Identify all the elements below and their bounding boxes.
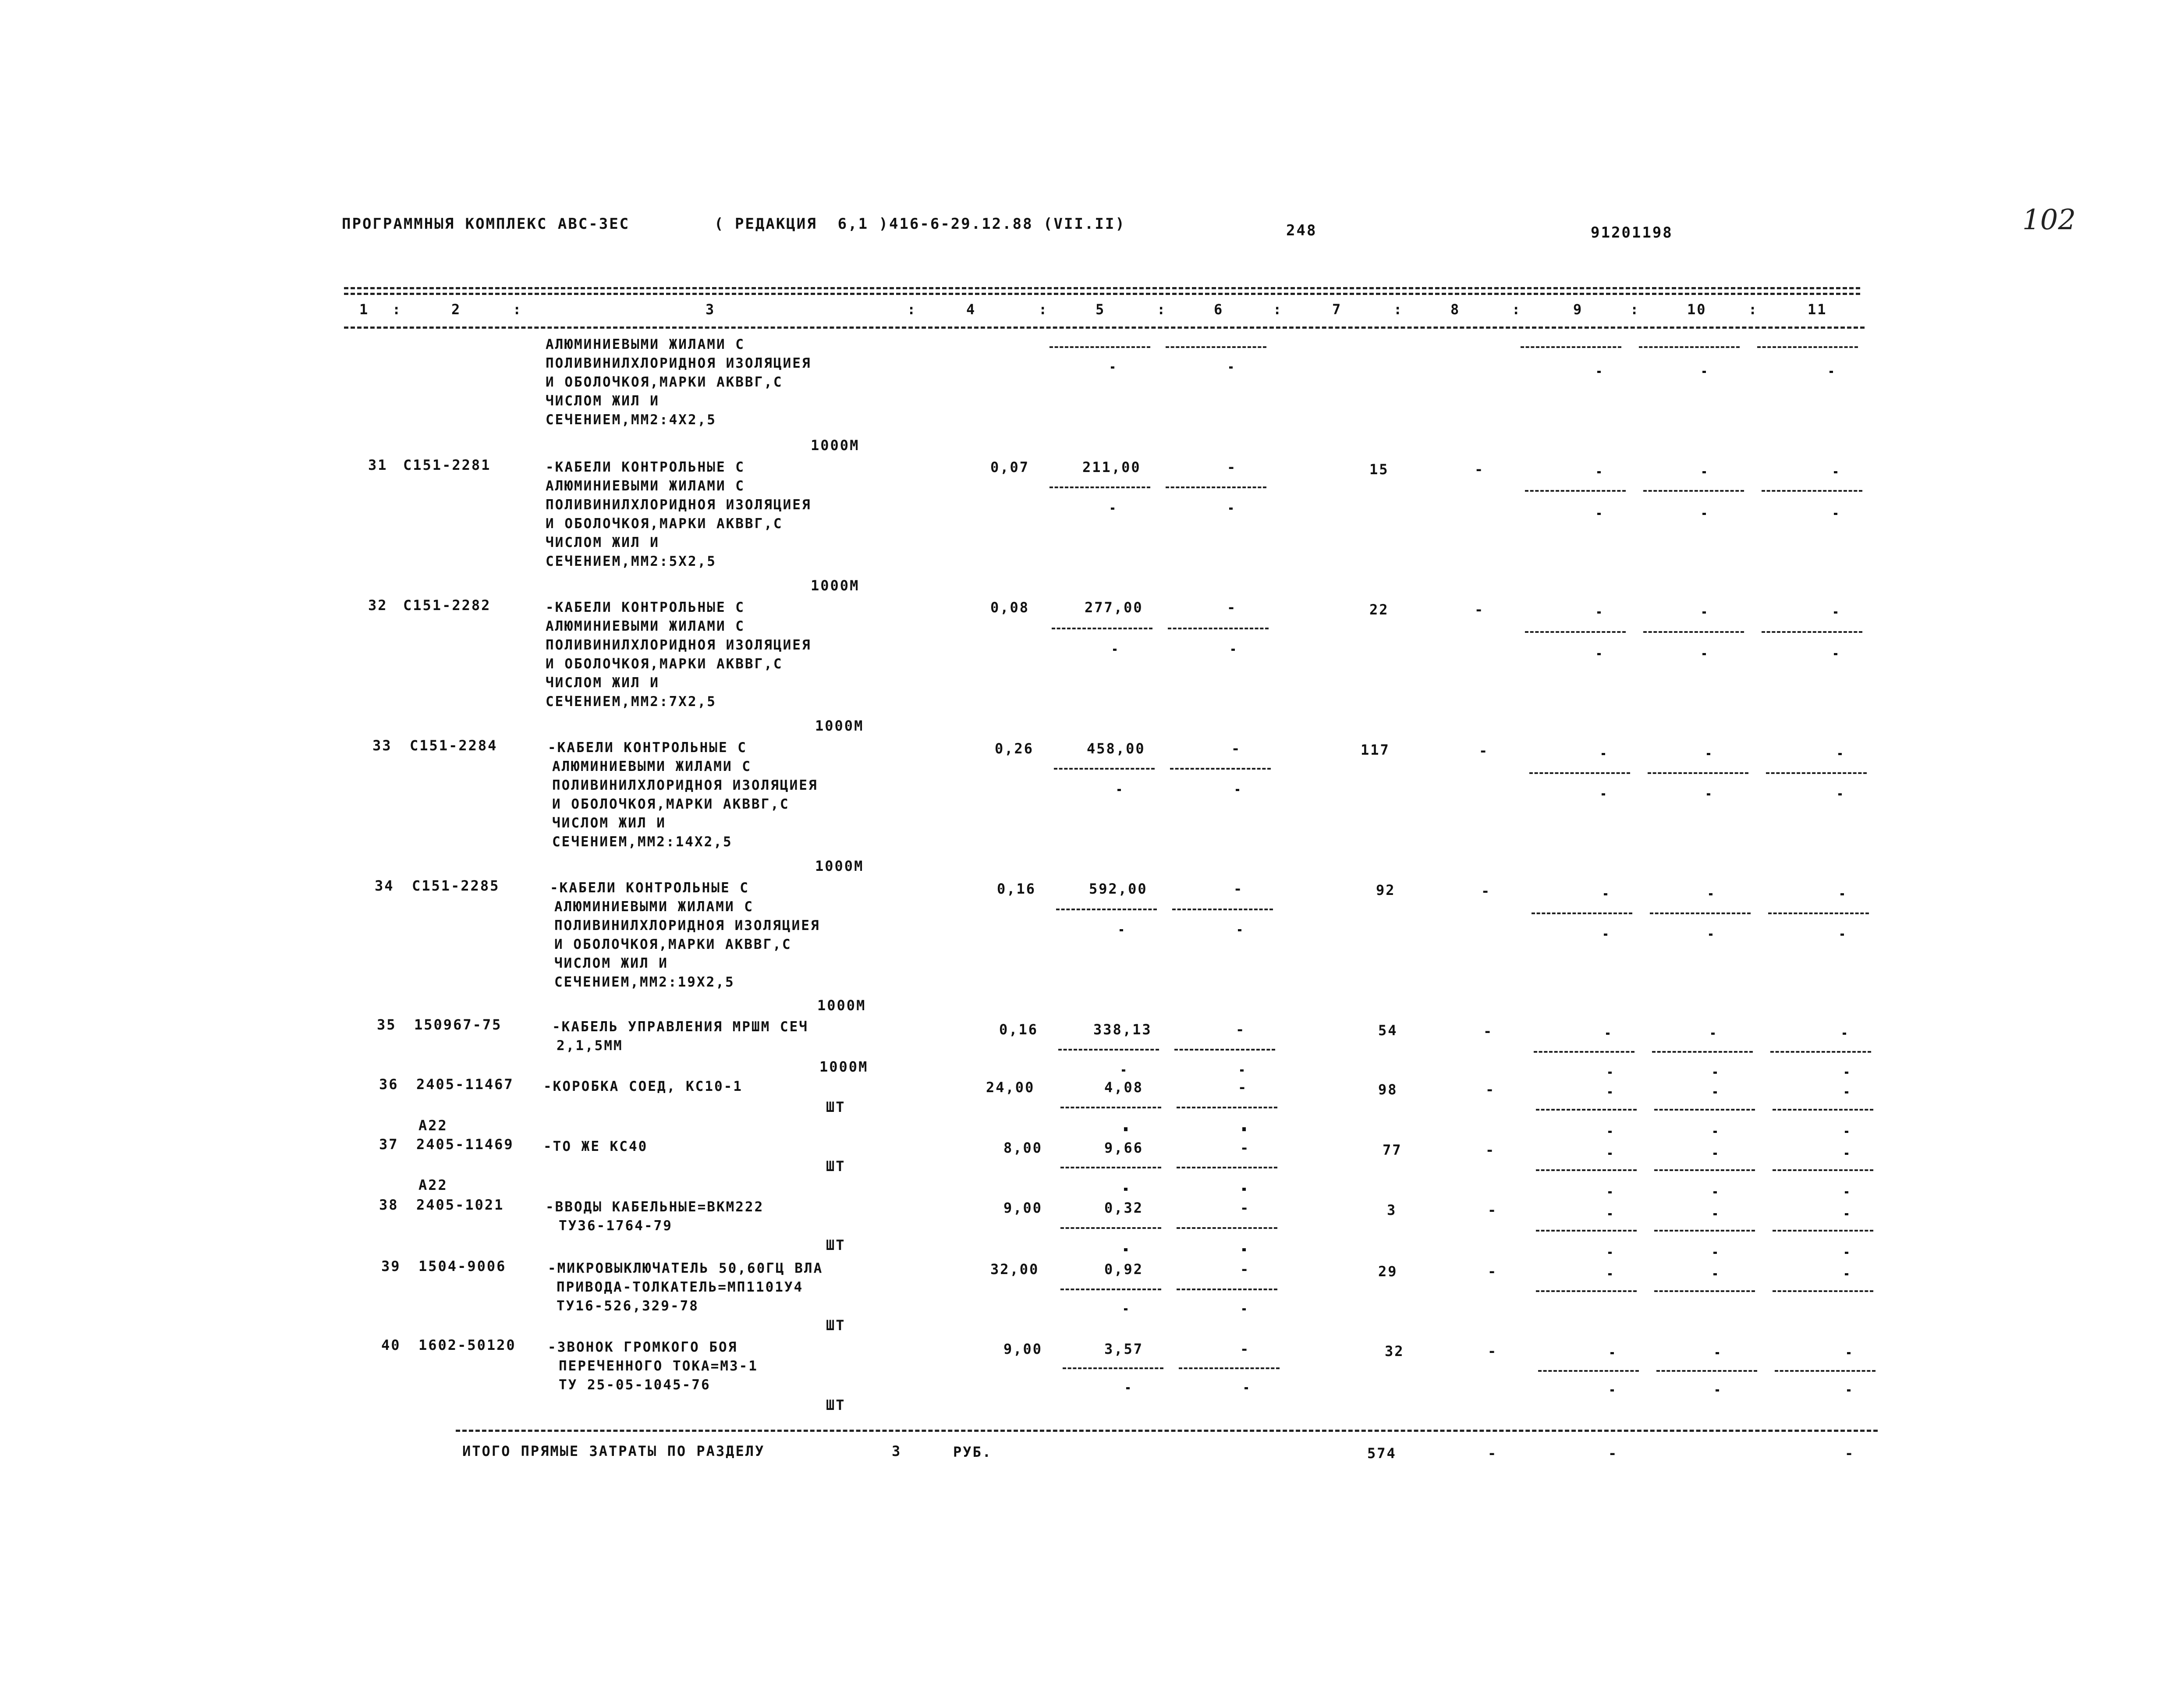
row-unit: ШТ <box>826 1317 846 1334</box>
row-price: 592,00 <box>1089 880 1148 897</box>
rule <box>1654 1230 1755 1232</box>
row-col6: - <box>1240 1341 1250 1357</box>
dash-mark <box>1840 893 1844 895</box>
row-desc: -ТО ЖЕ КС40 <box>543 1139 648 1154</box>
rule <box>1757 346 1858 348</box>
dash-mark <box>1120 929 1123 931</box>
table-header-bottom-rule <box>344 327 1865 329</box>
rule <box>1773 1290 1873 1292</box>
dash-mark <box>1709 934 1712 936</box>
dash-mark <box>1707 753 1710 755</box>
row-col8: - <box>1481 883 1491 899</box>
dash-mark <box>1608 1091 1612 1093</box>
rule <box>1529 772 1630 774</box>
col-separator: : <box>1273 301 1283 318</box>
dash-mark <box>1229 508 1233 510</box>
row-desc: -КАБЕЛИ КОНТРОЛЬНЫЕ С <box>546 600 745 615</box>
row-desc: -ВВОДЫ КАБЕЛЬНЫЕ=ВКМ222 <box>546 1199 764 1215</box>
dash-mark <box>1610 1389 1614 1392</box>
rule <box>1534 1051 1634 1053</box>
rule <box>1770 1051 1871 1053</box>
row-desc: И ОБОЛОЧКОЯ,МАРКИ АКВВГ,С <box>546 656 783 672</box>
dash-mark <box>1124 1189 1127 1191</box>
col-header-4: 4 <box>966 301 976 318</box>
row-col6: - <box>1231 740 1241 757</box>
dash-mark <box>1124 1308 1127 1310</box>
col-separator: : <box>1748 301 1759 318</box>
row-col6: - <box>1240 1140 1250 1156</box>
table-bottom-rule <box>456 1430 1878 1432</box>
rule <box>1639 346 1740 348</box>
row-col6: - <box>1240 1200 1250 1216</box>
dash-mark <box>1829 371 1833 373</box>
rule <box>1766 772 1867 774</box>
col-header-2: 2 <box>451 301 461 318</box>
rule <box>1656 1370 1757 1372</box>
row-unit: ШТ <box>826 1099 846 1115</box>
row-unit: 1000М <box>811 577 860 594</box>
dash-mark <box>1845 1091 1848 1093</box>
rule <box>1058 1049 1159 1051</box>
rule <box>1654 1169 1755 1171</box>
row-total: 32 <box>1385 1343 1404 1360</box>
document-code: 91201198 <box>1591 224 1673 241</box>
row-qty: 0,08 <box>990 599 1030 616</box>
dash-mark <box>1713 1252 1717 1254</box>
row-qty: 0,07 <box>990 459 1030 476</box>
row-unit: ШТ <box>826 1237 846 1253</box>
row-qty: 8,00 <box>1003 1140 1043 1156</box>
rule <box>1648 772 1748 774</box>
dash-mark <box>1604 934 1607 936</box>
dash-mark <box>1113 649 1117 651</box>
dash-mark <box>1713 1213 1717 1215</box>
dash-mark <box>1242 1308 1246 1310</box>
rule <box>1521 346 1621 348</box>
row-total: 15 <box>1369 461 1389 478</box>
dash-mark <box>1713 1273 1717 1275</box>
row-col8: - <box>1483 1023 1493 1040</box>
row-number: 36 <box>379 1076 399 1093</box>
dash-mark <box>1702 611 1706 614</box>
row-col8: - <box>1475 601 1485 618</box>
rule <box>1525 490 1626 492</box>
row-total: 117 <box>1361 742 1390 758</box>
dash-mark <box>1843 1033 1846 1035</box>
row-desc: АЛЮМИНИЕВЫМИ ЖИЛАМИ С <box>546 618 745 634</box>
dash-mark <box>1834 471 1837 473</box>
dash-mark <box>1608 1072 1612 1074</box>
dash-mark <box>1847 1389 1851 1392</box>
table-top-rule-2 <box>344 293 1860 295</box>
rule <box>1773 1230 1873 1232</box>
summary-col9: - <box>1608 1445 1618 1462</box>
row-total: 29 <box>1378 1263 1398 1280</box>
row-number: 32 <box>368 597 388 614</box>
row-price: 0,92 <box>1104 1261 1144 1278</box>
row-desc: ПРИВОДА-ТОЛКАТЕЛЬ=МП1101У4 <box>557 1279 804 1295</box>
dash-mark <box>1240 1069 1244 1072</box>
row-desc: СЕЧЕНИЕМ,ММ2:14Х2,5 <box>552 834 733 850</box>
row-col6: - <box>1240 1261 1250 1278</box>
dash-mark <box>1709 893 1712 895</box>
row-code: 1504-9006 <box>418 1258 507 1274</box>
summary-total: 574 <box>1367 1445 1397 1462</box>
dash-mark <box>1602 793 1605 795</box>
rule <box>1060 1227 1161 1229</box>
row-desc: АЛЮМИНИЕВЫМИ ЖИЛАМИ С <box>552 759 752 774</box>
carry-line: И ОБОЛОЧКОЯ,МАРКИ АКВВГ,С <box>546 374 783 390</box>
rule <box>1166 486 1266 488</box>
row-number: 33 <box>372 737 392 754</box>
dash-mark <box>1702 371 1706 373</box>
row-col6: - <box>1238 1079 1248 1096</box>
dash-mark <box>1834 653 1837 655</box>
dash-mark <box>1845 1153 1848 1155</box>
dash-mark <box>1608 1252 1612 1254</box>
row-desc: ЧИСЛОМ ЖИЛ И <box>546 535 659 550</box>
dash-mark <box>1608 1273 1612 1275</box>
carry-line: СЕЧЕНИЕМ,ММ2:4Х2,5 <box>546 412 716 428</box>
dash-mark <box>1834 513 1837 515</box>
rule <box>1049 486 1150 488</box>
col-separator: : <box>513 301 523 318</box>
row-unit: 1000М <box>815 858 864 874</box>
rule <box>1643 490 1744 492</box>
rule <box>1643 631 1744 633</box>
dash-mark <box>1702 653 1706 655</box>
dash-mark <box>1124 1249 1127 1251</box>
row-price: 3,57 <box>1104 1341 1144 1357</box>
dash-mark <box>1117 789 1121 791</box>
col-header-3: 3 <box>706 301 716 318</box>
row-price: 4,08 <box>1104 1079 1144 1096</box>
dash-mark <box>1124 1129 1127 1131</box>
edition-info: ( РЕДАКЦИЯ 6,1 )416-6-29.12.88 (VII.II) <box>714 215 1126 233</box>
row-col6: - <box>1234 880 1244 897</box>
row-unit: 1000М <box>815 717 864 734</box>
row-desc: ТУ 25-05-1045-76 <box>559 1377 711 1393</box>
dash-mark <box>1242 1189 1246 1191</box>
dash-mark <box>1838 753 1842 755</box>
rule <box>1060 1107 1161 1108</box>
dash-mark <box>1231 649 1235 651</box>
row-price: 338,13 <box>1093 1021 1152 1038</box>
page-number: 248 <box>1286 222 1317 239</box>
dash-mark <box>1840 934 1844 936</box>
row-qty: 0,16 <box>997 880 1036 897</box>
rule <box>1054 768 1155 770</box>
col-header-9: 9 <box>1573 301 1583 318</box>
dash-mark <box>1702 513 1706 515</box>
row-qty: 9,00 <box>1003 1200 1043 1216</box>
summary-label: ИТОГО ПРЯМЫЕ ЗАТРАТЫ ПО РАЗДЕЛУ <box>462 1443 765 1459</box>
row-desc: ТУ36-1764-79 <box>559 1218 673 1234</box>
dash-mark <box>1597 471 1601 473</box>
dash-mark <box>1834 611 1837 614</box>
dash-mark <box>1608 1213 1612 1215</box>
dash-mark <box>1845 1131 1848 1133</box>
row-desc: ЧИСЛОМ ЖИЛ И <box>546 675 659 691</box>
summary-col11: - <box>1845 1445 1855 1462</box>
dash-mark <box>1716 1389 1719 1392</box>
row-desc: ПОЛИВИНИЛХЛОРИДНОЯ ИЗОЛЯЦИЕЯ <box>554 918 820 934</box>
row-col8: - <box>1488 1343 1498 1360</box>
rule <box>1536 1290 1637 1292</box>
dash-mark <box>1597 611 1601 614</box>
dash-mark <box>1845 1191 1848 1193</box>
dash-mark <box>1702 471 1706 473</box>
row-col8: - <box>1486 1142 1496 1158</box>
dash-mark <box>1707 793 1710 795</box>
handwritten-sheet-number: 102 <box>2022 204 2076 236</box>
row-desc: ПОЛИВИНИЛХЛОРИДНОЯ ИЗОЛЯЦИЕЯ <box>552 777 818 793</box>
rule <box>1654 1290 1755 1292</box>
dash-mark <box>1711 1033 1715 1035</box>
row-number: 39 <box>381 1258 401 1274</box>
col-header-8: 8 <box>1450 301 1461 318</box>
row-total: 98 <box>1378 1081 1398 1098</box>
rule <box>1168 628 1269 629</box>
rule <box>1170 768 1271 770</box>
dash-mark <box>1847 1352 1851 1354</box>
carry-line: ЧИСЛОМ ЖИЛ И <box>546 393 659 409</box>
table-top-rule <box>344 287 1860 289</box>
rule <box>1775 1370 1876 1372</box>
col-separator: : <box>1630 301 1640 318</box>
rule <box>1056 909 1157 910</box>
rule <box>1177 1227 1277 1229</box>
row-desc: АЛЮМИНИЕВЫМИ ЖИЛАМИ С <box>546 478 745 494</box>
row-number: 37 <box>379 1136 399 1153</box>
row-prefix: А22 <box>418 1177 448 1193</box>
row-unit: ШТ <box>826 1158 846 1175</box>
row-col8: - <box>1479 742 1489 759</box>
dash-mark <box>1242 1249 1246 1251</box>
row-qty: 0,16 <box>999 1021 1039 1038</box>
row-desc: СЕЧЕНИЕМ,ММ2:5Х2,5 <box>546 554 716 569</box>
row-unit: 1000М <box>817 997 866 1014</box>
rule <box>1762 631 1862 633</box>
row-col8: - <box>1488 1202 1498 1218</box>
row-total: 3 <box>1387 1202 1397 1218</box>
carry-line: АЛЮМИНИЕВЫМИ ЖИЛАМИ С <box>546 337 745 352</box>
dash-mark <box>1713 1191 1717 1193</box>
rule <box>1538 1370 1639 1372</box>
dash-mark <box>1604 893 1607 895</box>
rule <box>1650 912 1751 914</box>
rule <box>1768 912 1869 914</box>
dash-mark <box>1713 1072 1717 1074</box>
row-code: 150967-75 <box>414 1016 502 1033</box>
dash-mark <box>1608 1131 1612 1133</box>
row-desc: ЧИСЛОМ ЖИЛ И <box>554 955 668 971</box>
row-desc: ПОЛИВИНИЛХЛОРИДНОЯ ИЗОЛЯЦИЕЯ <box>546 497 812 513</box>
row-desc: -ЗВОНОК ГРОМКОГО БОЯ <box>548 1339 738 1355</box>
row-desc: 2,1,5ММ <box>557 1038 623 1054</box>
dash-mark <box>1610 1352 1614 1354</box>
row-number: 31 <box>368 457 388 473</box>
dash-mark <box>1845 1213 1848 1215</box>
rule <box>1177 1167 1277 1168</box>
col-separator: : <box>1157 301 1167 318</box>
row-price: 458,00 <box>1087 740 1145 757</box>
row-unit: 1000М <box>819 1058 869 1075</box>
col-header-10: 10 <box>1687 301 1707 318</box>
row-desc: ЧИСЛОМ ЖИЛ И <box>552 815 666 831</box>
row-number: 38 <box>379 1196 399 1213</box>
summary-currency: РУБ. <box>953 1444 993 1460</box>
row-desc: И ОБОЛОЧКОЯ,МАРКИ АКВВГ,С <box>546 516 783 532</box>
row-price: 9,66 <box>1104 1140 1144 1156</box>
summary-col8: - <box>1488 1445 1498 1462</box>
row-code: С151-2282 <box>403 597 491 614</box>
col-header-11: 11 <box>1808 301 1827 318</box>
row-col8: - <box>1486 1081 1496 1098</box>
dash-mark <box>1606 1033 1610 1035</box>
dash-mark <box>1713 1091 1717 1093</box>
row-qty: 9,00 <box>1003 1341 1043 1357</box>
dash-mark <box>1713 1131 1717 1133</box>
row-code: С151-2284 <box>410 737 498 754</box>
dash-mark <box>1244 1387 1248 1389</box>
dash-mark <box>1845 1072 1848 1074</box>
dash-mark <box>1597 653 1601 655</box>
rule <box>1762 490 1862 492</box>
dash-mark <box>1229 366 1233 369</box>
col-separator: : <box>1512 301 1522 318</box>
row-code: 1602-50120 <box>418 1337 516 1353</box>
row-prefix: А22 <box>418 1117 448 1134</box>
col-separator: : <box>907 301 917 318</box>
row-number: 34 <box>375 877 394 894</box>
row-code: 2405-1021 <box>416 1196 504 1213</box>
dash-mark <box>1713 1153 1717 1155</box>
col-header-6: 6 <box>1214 301 1224 318</box>
dash-mark <box>1838 793 1842 795</box>
row-desc: И ОБОЛОЧКОЯ,МАРКИ АКВВГ,С <box>554 937 792 952</box>
rule <box>1063 1367 1163 1369</box>
row-qty: 32,00 <box>990 1261 1039 1278</box>
row-desc: -КАБЕЛИ КОНТРОЛЬНЫЕ С <box>546 459 745 475</box>
row-desc: И ОБОЛОЧКОЯ,МАРКИ АКВВГ,С <box>552 796 790 812</box>
row-code: 2405-11469 <box>416 1136 514 1153</box>
row-number: 35 <box>377 1016 397 1033</box>
row-col6: - <box>1227 459 1237 476</box>
row-desc: -КОРОБКА СОЕД, КС10-1 <box>543 1079 743 1094</box>
dash-mark <box>1242 1129 1246 1131</box>
dash-mark <box>1845 1252 1848 1254</box>
row-desc: ПОЛИВИНИЛХЛОРИДНОЯ ИЗОЛЯЦИЕЯ <box>546 637 812 653</box>
row-desc: -КАБЕЛЬ УПРАВЛЕНИЯ МРШМ СЕЧ <box>552 1019 808 1035</box>
rule <box>1654 1109 1755 1111</box>
dash-mark <box>1602 753 1605 755</box>
carry-line: ПОЛИВИНИЛХЛОРИДНОЯ ИЗОЛЯЦИЕЯ <box>546 355 812 371</box>
row-price: 277,00 <box>1085 599 1143 616</box>
dash-mark <box>1845 1273 1848 1275</box>
rule <box>1179 1367 1280 1369</box>
dash-mark <box>1236 789 1239 791</box>
rule <box>1177 1289 1277 1290</box>
row-desc: -КАБЕЛИ КОНТРОЛЬНЫЕ С <box>548 740 747 756</box>
row-unit: ШТ <box>826 1397 846 1413</box>
rule <box>1052 628 1152 629</box>
dash-mark <box>1111 366 1114 369</box>
row-code: С151-2281 <box>403 457 491 473</box>
row-desc: СЕЧЕНИЕМ,ММ2:19Х2,5 <box>554 974 735 990</box>
dash-mark <box>1608 1153 1612 1155</box>
col-header-7: 7 <box>1332 301 1342 318</box>
rule <box>1060 1289 1161 1290</box>
dash-mark <box>1597 513 1601 515</box>
row-total: 22 <box>1369 601 1389 618</box>
row-desc: -КАБЕЛИ КОНТРОЛЬНЫЕ С <box>550 880 749 896</box>
rule <box>1536 1109 1637 1111</box>
rule <box>1773 1169 1873 1171</box>
rule <box>1177 1107 1277 1108</box>
dash-mark <box>1608 1191 1612 1193</box>
row-price: 0,32 <box>1104 1200 1144 1216</box>
rule <box>1174 1049 1275 1051</box>
col-header-1: 1 <box>359 301 369 318</box>
col-separator: : <box>1393 301 1404 318</box>
row-total: 92 <box>1376 882 1396 898</box>
row-price: 211,00 <box>1082 459 1141 476</box>
row-total: 54 <box>1378 1022 1398 1039</box>
dash-mark <box>1238 929 1241 931</box>
row-code: 2405-11467 <box>416 1076 514 1093</box>
row-desc: ПЕРЕЧЕННОГО ТОКА=МЗ-1 <box>559 1358 758 1374</box>
rule <box>1536 1169 1637 1171</box>
col-separator: : <box>392 301 402 318</box>
summary-section: 3 <box>892 1443 902 1459</box>
rule <box>1049 346 1150 348</box>
rule <box>1652 1051 1753 1053</box>
rule <box>1536 1230 1637 1232</box>
rule <box>1773 1109 1873 1111</box>
row-col6: - <box>1227 599 1237 616</box>
rule <box>1525 631 1626 633</box>
col-separator: : <box>1039 301 1049 318</box>
dash-mark <box>1111 508 1114 510</box>
carry-unit: 1000М <box>811 437 860 454</box>
rule <box>1060 1167 1161 1168</box>
dash-mark <box>1122 1069 1125 1072</box>
row-qty: 24,00 <box>986 1079 1035 1096</box>
col-header-5: 5 <box>1096 301 1106 318</box>
row-col6: - <box>1236 1021 1246 1038</box>
rule <box>1532 912 1632 914</box>
dash-mark <box>1126 1387 1130 1389</box>
row-desc: АЛЮМИНИЕВЫМИ ЖИЛАМИ С <box>554 899 754 915</box>
rule <box>1172 909 1273 910</box>
row-code: С151-2285 <box>412 877 500 894</box>
row-col8: - <box>1475 461 1485 478</box>
row-qty: 0,26 <box>995 740 1034 757</box>
row-number: 40 <box>381 1337 401 1353</box>
dash-mark <box>1716 1352 1719 1354</box>
row-col8: - <box>1488 1263 1498 1280</box>
program-title: ПРОГРАММНЫЯ КОМПЛЕКС АВС-3ЕС <box>342 215 630 233</box>
rule <box>1166 346 1266 348</box>
row-desc: СЕЧЕНИЕМ,ММ2:7Х2,5 <box>546 694 716 710</box>
dash-mark <box>1597 371 1601 373</box>
row-total: 77 <box>1383 1142 1402 1158</box>
row-desc: -МИКРОВЫКЛЮЧАТЕЛЬ 50,60ГЦ ВЛА <box>548 1260 823 1276</box>
row-desc: ТУ16-526,329-78 <box>557 1298 699 1314</box>
